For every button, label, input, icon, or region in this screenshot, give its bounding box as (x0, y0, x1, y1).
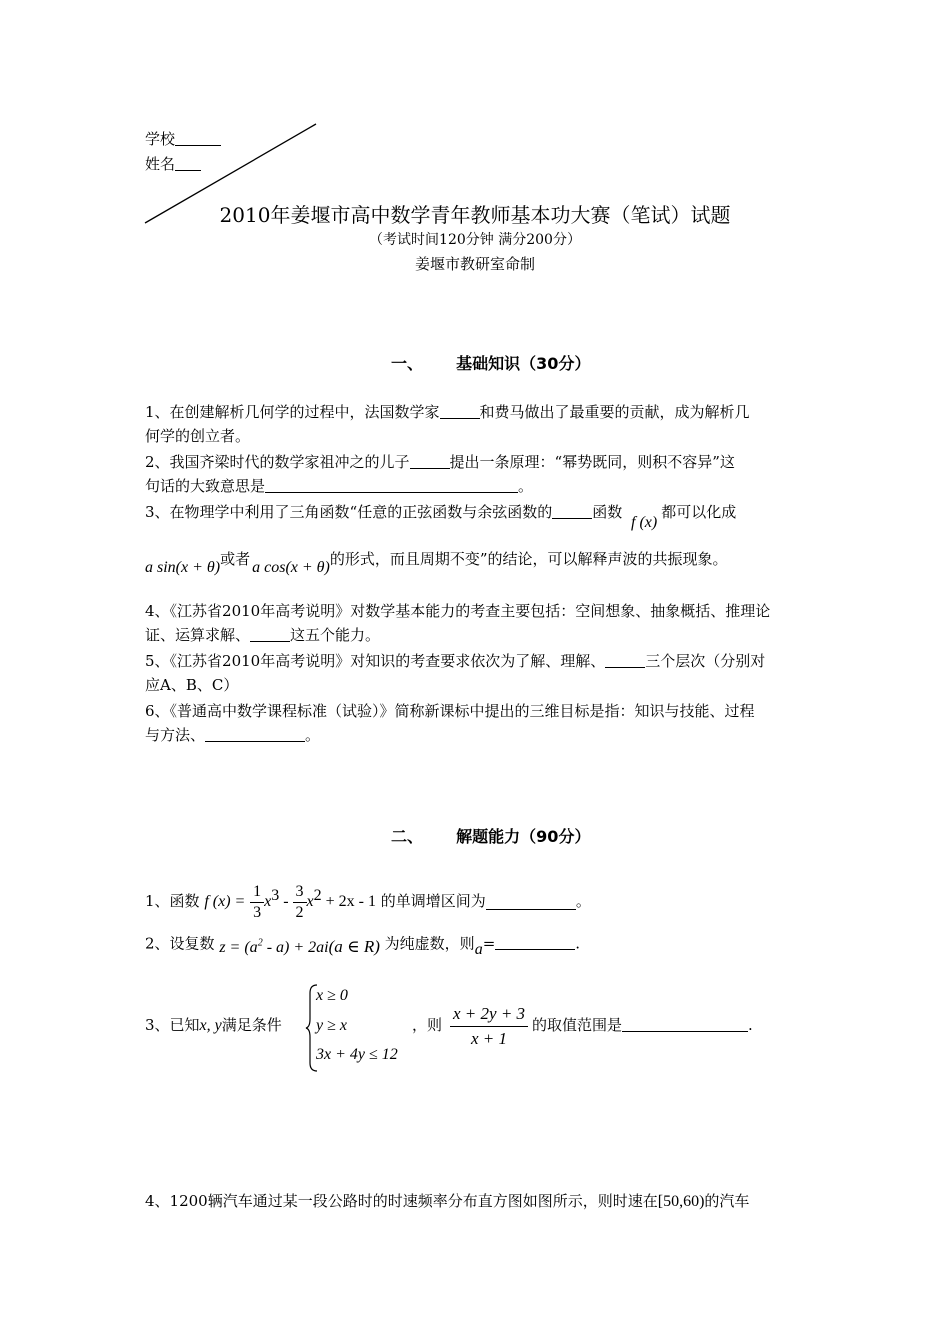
ratio-fraction: $\frac{x + 2y + 3}{x + 1}$ (450, 1002, 528, 1051)
s1-question6-line2: 与方法、 。 (145, 726, 321, 744)
page-title: 2010年姜堰市高中数学青年教师基本功大赛（笔试）试题 (219, 203, 731, 227)
s1-question3-line1: 3、在物理学中利用了三角函数“任意的正弦函数与余弦函数的 函数 f (x)都可以化成 (145, 503, 737, 531)
section2-number: 二、 (391, 827, 424, 846)
s1-question5-line2: 应A、B、C） (145, 676, 239, 694)
math-asin: a sin(x + θ) (145, 559, 221, 576)
exam-author: 姜堰市教研室命制 (414, 255, 535, 273)
s1-q2-blank2[interactable] (265, 477, 518, 493)
math-complex: $z = (a^2 - a) + 2ai(a$ ∈ R) (219, 937, 380, 957)
frac-three-halves: $\frac{3}{2}$ (293, 882, 307, 923)
s1-q3-blank[interactable] (552, 503, 592, 519)
s1-q4-blank[interactable] (250, 626, 290, 642)
s1-q6-blank[interactable] (205, 726, 305, 742)
s2-question3-label: 3、已知x, y满足条件 (145, 1016, 282, 1034)
s2-q1-blank[interactable] (486, 894, 576, 910)
s1-question4-line2: 证、运算求解、 这五个能力。 (145, 626, 381, 644)
section1-title: 基础知识（30分） (456, 354, 591, 373)
s2-question3-tail: 的取值范围是 . (532, 1016, 753, 1034)
frac-one-third: $\frac{1}{3}$ (250, 882, 264, 923)
s2-question2: 2、设复数 $z = (a^2 - a) + 2ai(a$ ∈ R) 为纯虚数，则a= . (145, 934, 581, 959)
s1-question1-line2: 何学的创立者。 (145, 427, 251, 445)
s1-q2-blank1[interactable] (410, 453, 450, 469)
s1-question1-line1: 1、在创建解析几何学的过程中，法国数学家 和费马做出了最重要的贡献，成为解析几 (145, 403, 750, 421)
s1-question3-line2: a sin(x + θ)或者 a cos(x + θ)的形式，而且周期不变”的结论，可以解释声波的共振现象。 (145, 550, 728, 576)
s1-question2-line2: 句话的大致意思是 。 (145, 477, 534, 495)
section2-heading (391, 824, 590, 847)
math-acos: a cos(x + θ) (252, 559, 330, 576)
s2-question3-then: ，则 (412, 1016, 443, 1034)
constraint-3: 3x + 4y ≤ 12 (316, 1046, 398, 1063)
constraint-1: x ≥ 0 (316, 987, 348, 1004)
math-interval: [50,60) (657, 1193, 705, 1210)
section1-number: 一、 (391, 354, 424, 373)
constraint-2: y ≥ x (316, 1017, 347, 1034)
s1-question2-line1: 2、我国齐梁时代的数学家祖冲之的儿子 提出一条原理：“幂势既同，则积不容异”这 (145, 453, 735, 471)
s2-q3-blank[interactable] (622, 1016, 748, 1032)
school-label: 学校 (145, 130, 176, 148)
math-fx: f (x) (631, 514, 658, 531)
s2-question4: 4、1200辆汽车通过某一段公路时的时速频率分布直方图如图所示，则时速在[50,60)的汽车 (145, 1192, 750, 1210)
s2-question1: 1、函数 f (x) = $\frac{1}{3}$ $x^3$ - $\frac{3}{2}$ $x^2 + 2x - 1$ 的单调增区间为 。 (145, 882, 591, 921)
s1-question5-line1: 5、《江苏省2010年高考说明》对知识的考查要求依次为了解、理解、 三个层次（分别对 (145, 652, 766, 670)
s1-question6-line1: 6、《普通高中数学课程标准（试验）》简称新课标中提出的三维目标是指：知识与技能、过程 (145, 702, 755, 720)
s2-q2-blank[interactable] (495, 934, 575, 950)
s1-q5-blank[interactable] (605, 652, 645, 668)
s1-question4-line1: 4、《江苏省2010年高考说明》对数学基本能力的考查主要包括：空间想象、抽象概括、推理论 (145, 602, 771, 620)
name-label: 姓名 (145, 155, 176, 173)
exam-info: （考试时间120分钟 满分200分） (369, 232, 581, 248)
section2-title: 解题能力（90分） (456, 827, 591, 846)
section1-heading (391, 351, 590, 374)
s1-q1-blank[interactable] (440, 403, 480, 419)
